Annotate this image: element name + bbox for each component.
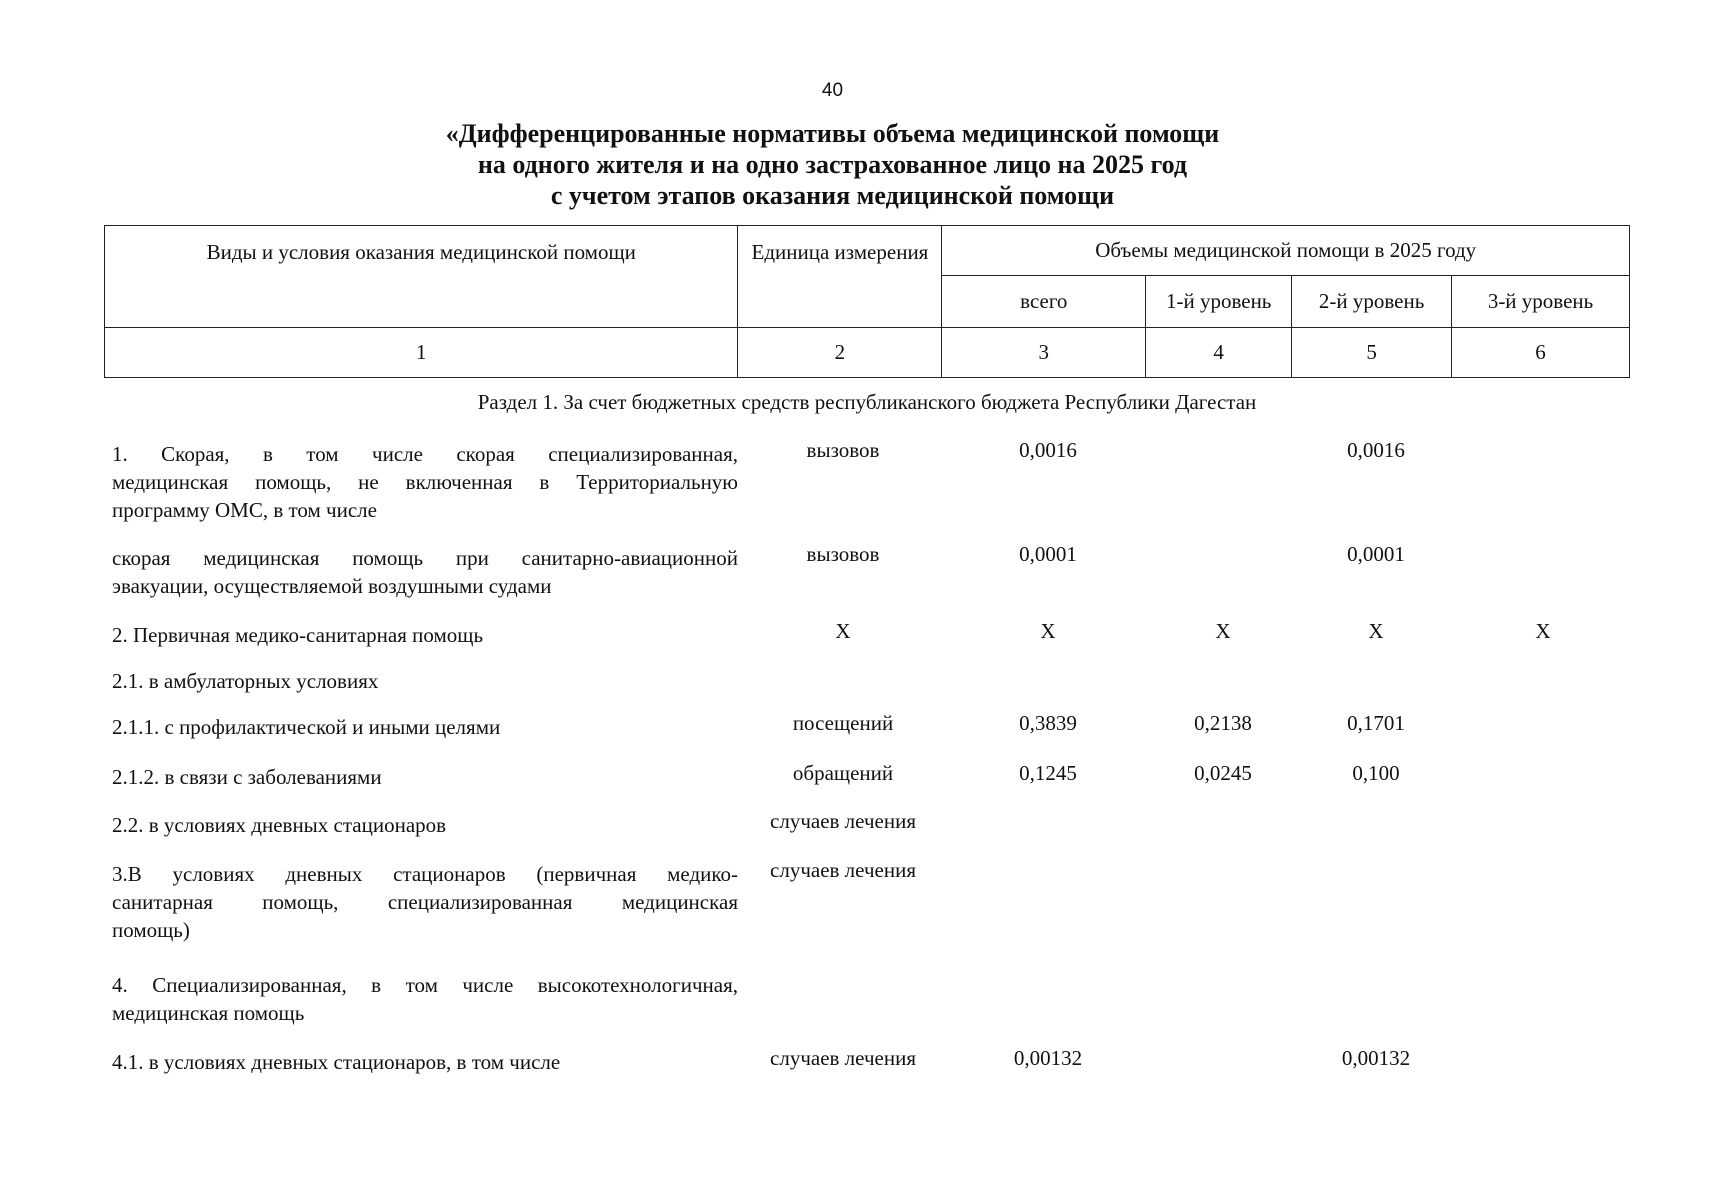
page-number: 40 bbox=[821, 80, 844, 101]
document-title bbox=[0, 118, 1665, 211]
row-text-line: программу ОМС, в том числе bbox=[112, 498, 377, 522]
row-unit: случаев лечения bbox=[770, 1046, 916, 1070]
title-line-3: с учетом этапов оказания медицинской помощи bbox=[550, 181, 1115, 210]
row-total: 0,0016 bbox=[1019, 438, 1077, 462]
row-unit: посещений bbox=[792, 711, 894, 735]
row-text-line: 2. Первичная медико-санитарная помощь bbox=[112, 623, 484, 647]
row-total: 0,0001 bbox=[1019, 542, 1077, 566]
header-number-3: 3 bbox=[942, 328, 1146, 378]
row-level-2: 0,0016 bbox=[1347, 438, 1405, 462]
row-text-line: 2.1.1. с профилактической и иными целями bbox=[112, 715, 501, 739]
section-title: Раздел 1. За счет бюджетных средств республиканского бюджета Республики Дагестан bbox=[477, 390, 1257, 414]
row-text-line: 2.2. в условиях дневных стационаров bbox=[112, 813, 447, 837]
row-level-2: Х bbox=[1368, 619, 1384, 643]
header-number-5: 5 bbox=[1292, 328, 1452, 378]
header-table bbox=[104, 225, 1630, 378]
row-text-line: помощь) bbox=[112, 918, 190, 942]
row-text-line: 4.1. в условиях дневных стационаров, в том числе bbox=[112, 1050, 561, 1074]
header-level-3: 3-й уровень bbox=[1452, 276, 1630, 328]
header-kinds: Виды и условия оказания медицинской помощи bbox=[105, 226, 738, 328]
row-text-line: санитарная помощь, специализированная медицинская bbox=[112, 890, 738, 914]
row-text-line: скорая медицинская помощь при санитарно-авиационной bbox=[112, 546, 738, 570]
row-unit: обращений bbox=[792, 761, 894, 785]
header-level-2: 2-й уровень bbox=[1292, 276, 1452, 328]
row-text-line: 4. Специализированная, в том числе высокотехнологичная, bbox=[112, 973, 738, 997]
row-level-1: Х bbox=[1215, 619, 1231, 643]
row-level-3: Х bbox=[1535, 619, 1551, 643]
header-total: всего bbox=[942, 276, 1146, 328]
row-text-line: эвакуации, осуществляемой воздушными судами bbox=[112, 574, 552, 598]
row-total: Х bbox=[1040, 619, 1056, 643]
row-level-1: 0,2138 bbox=[1194, 711, 1252, 735]
row-text-line: медицинская помощь bbox=[112, 1001, 305, 1025]
row-level-2: 0,0001 bbox=[1347, 542, 1405, 566]
header-level-1: 1-й уровень bbox=[1146, 276, 1292, 328]
row-level-2: 0,00132 bbox=[1341, 1046, 1411, 1070]
row-level-1: 0,0245 bbox=[1194, 761, 1252, 785]
row-unit: вызовов bbox=[806, 438, 880, 462]
row-text-line: 3.В условиях дневных стационаров (первичная медико- bbox=[112, 862, 738, 886]
row-total: 0,3839 bbox=[1019, 711, 1077, 735]
row-unit: Х bbox=[835, 619, 851, 643]
header-number-2: 2 bbox=[738, 328, 942, 378]
row-text-line: 1. Скорая, в том числе скорая специализированная, bbox=[112, 442, 738, 466]
title-line-2: на одного жителя и на одно застрахованное лицо на 2025 год bbox=[477, 150, 1188, 179]
header-number-1: 1 bbox=[105, 328, 738, 378]
row-unit: случаев лечения bbox=[770, 809, 916, 833]
row-text-line: 2.1.2. в связи с заболеваниями bbox=[112, 765, 382, 789]
title-line-1: «Дифференцированные нормативы объема медицинской помощи bbox=[445, 119, 1220, 148]
row-level-2: 0,1701 bbox=[1347, 711, 1405, 735]
row-level-2: 0,100 bbox=[1352, 761, 1400, 785]
header-number-4: 4 bbox=[1146, 328, 1292, 378]
row-total: 0,1245 bbox=[1019, 761, 1077, 785]
row-unit: случаев лечения bbox=[770, 858, 916, 882]
row-text-line: медицинская помощь, не включенная в Территориальную bbox=[112, 470, 738, 494]
row-text-line: 2.1. в амбулаторных условиях bbox=[112, 669, 379, 693]
header-volumes: Объемы медицинской помощи в 2025 году bbox=[942, 226, 1630, 276]
header-unit: Единица измерения bbox=[738, 226, 942, 328]
row-unit: вызовов bbox=[806, 542, 880, 566]
header-number-6: 6 bbox=[1452, 328, 1630, 378]
row-total: 0,00132 bbox=[1013, 1046, 1083, 1070]
